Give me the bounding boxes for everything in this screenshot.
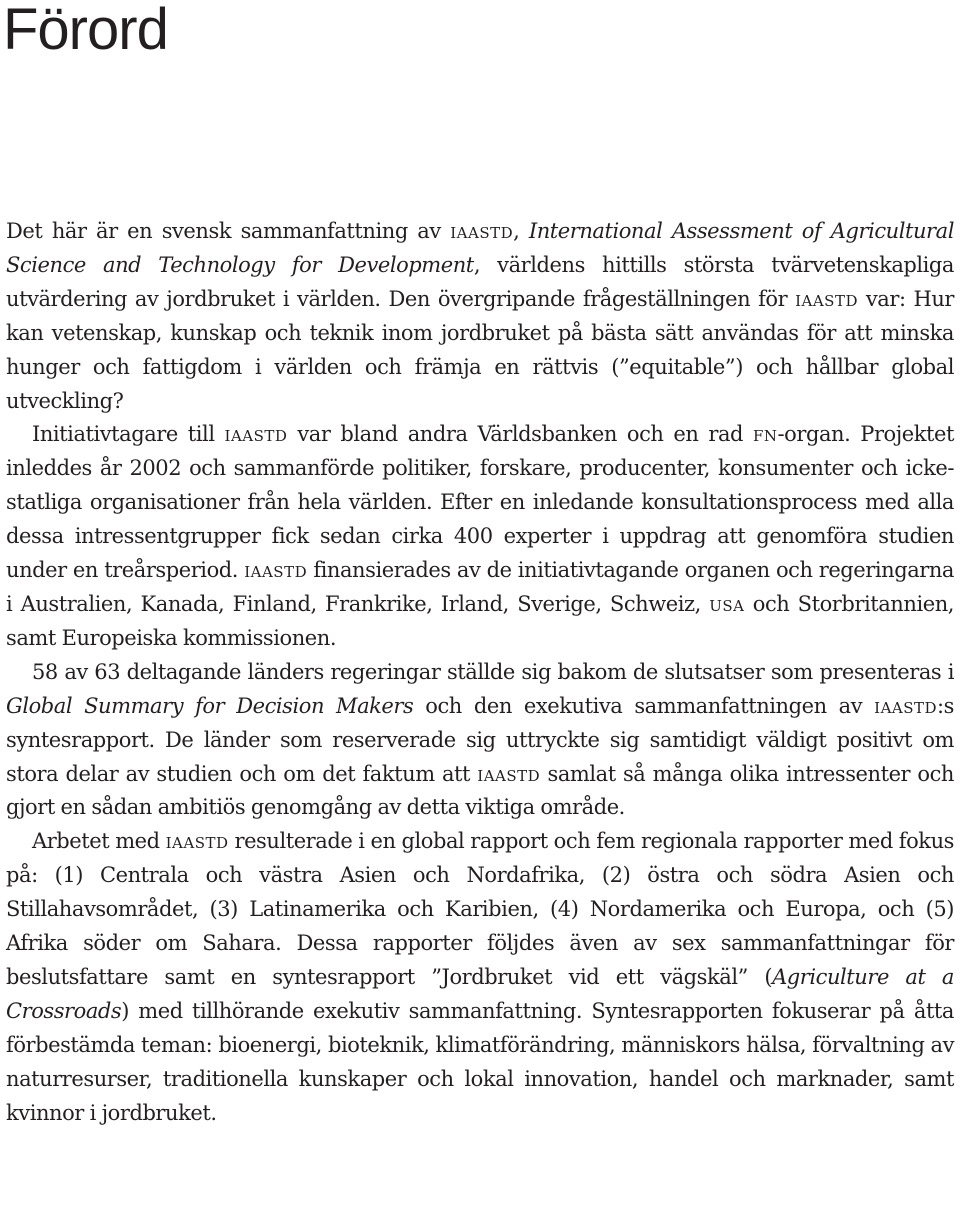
text-segment: var bland andra Världsbanken och en rad [287,422,753,447]
acronym-iaastd: iaastd [244,558,308,583]
italic-title: Global Summary for Decision Makers [6,693,414,718]
acronym-usa: usa [709,591,745,616]
text-segment: ) med tillhörande exekutiv sammanfattning. Syntesrapporten fokuserar på åtta förbestämda teman: bioenergi, bioteknik, klimatförändring, människors hälsa, förvaltning av naturresurser, traditionella kunskaper och lokal innovation, handel och marknader, samt kvinnor i jordbruket. [6,998,954,1125]
paragraph-1 [6,215,954,418]
text-segment: -organ. Projektet inleddes år 2002 och sammanförde politiker, forskare, producenter, konsumenter och icke-statliga organisationer från hela världen. Efter en inledande konsultationsprocess med alla dessa intressentgrupper fick sedan cirka 400 experter i uppdrag att genomföra studien under en treårsperiod. [6,422,954,583]
acronym-iaastd: iaastd [795,286,858,311]
text-segment: var: Hur kan vetenskap, kunskap och teknik inom jordbruket på bästa sätt användas för att minska hunger och fattigdom i världen och främja en rättvis (”equitable”) och hållbar global utveckling? [6,286,954,413]
acronym-iaastd: iaastd [224,422,288,447]
text-segment: 58 av 63 deltagande länders regeringar ställde sig bakom de slutsatser som presenteras i [32,659,954,684]
page-title: Förord [3,0,168,62]
text-segment: samlat så många olika intressenter och gjort en sådan ambitiös genomgång av detta viktiga område. [6,761,954,820]
text-segment: Arbetet med [32,829,166,854]
text-segment: finansierades av de initiativtagande organen och regeringarna i Australien, Kanada, Finland, Frankrike, Irland, Sverige, Schweiz, [6,558,955,616]
acronym-fn: fn [752,422,778,447]
text-segment: :s syntesrapport. De länder som reserverade sig uttryckte sig samtidigt väldigt positivt om stora delar av studien och om det faktum att [6,693,954,786]
text-segment: och Storbritannien, samt Europeiska kommissionen. [6,591,954,650]
paragraph-3 [6,656,954,826]
paragraph-2 [6,418,954,655]
text-segment: och den exekutiva sammanfattningen av [413,693,875,718]
text-segment: Det här är en svensk sammanfattning av [6,219,451,243]
text-segment: resulterade i en global rapport och fem regionala rapporter med fokus på: (1) Centrala och västra Asien och Nordafrika, (2) östra och södra Asien och Stillahavsområdet, (3) Latinamerika och Karibien, (4) Nordamerika och Europa, och (5) Afrika söder om Sahara. Dessa rapporter följdes även av sex sammanfattningar för beslutsfattare samt en syntesrapport ”Jordbruket vid ett vägskäl” ( [6,829,954,989]
paragraph-4 [6,825,954,1130]
text-segment: , världens hittills största tvärvetenskapliga utvärdering av jordbruket i världen. Den övergripande frågeställningen för [6,252,954,311]
text-segment: Initiativtagare till [32,422,225,447]
italic-title: International Assessment of Agricultural Science and Technology for Development [6,219,954,277]
acronym-iaastd: iaastd [477,761,541,786]
italic-title: Agriculture at a Crossroads [6,964,954,1023]
body-text [6,215,954,1130]
acronym-iaastd: iaastd [165,829,229,854]
acronym-iaastd: iaastd [450,219,514,243]
text-segment: , [513,219,529,243]
acronym-iaastd: iaastd [874,693,938,718]
